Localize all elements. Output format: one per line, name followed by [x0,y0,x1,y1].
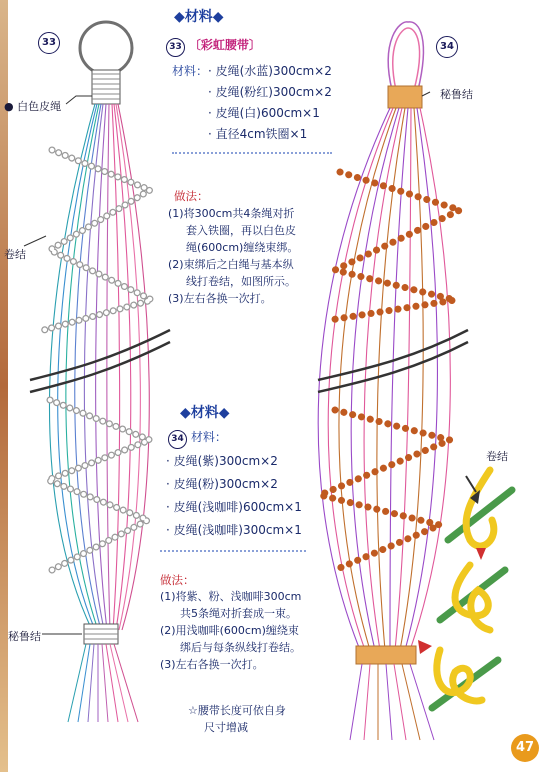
knot-step-3 [432,650,498,708]
belt-33-illustration [30,22,170,722]
arrow-icon [476,548,486,560]
section2-materials-label: 材料： [190,430,227,444]
section1-number: 33 [166,38,185,57]
section1-material-2: · 皮绳(粉红)300cm×2 [208,85,332,99]
label-secret-knot-right: 秘鲁结 [440,88,473,101]
section1-method-step-1c: 绳(600cm)缠绕束绑。 [186,241,299,254]
knot-step-1 [448,470,512,546]
section2-method-step-2b: 绑后与每条纵线打卷结。 [180,641,301,654]
label-clove-left: 卷结 [4,248,26,261]
section1-title-row [166,36,261,57]
pointer-secret-right [422,92,430,96]
section1-header-text: 材料 [184,9,213,25]
section2-header-text: 材料 [190,405,219,421]
section1-materials-label: 材料： [172,64,209,78]
section1-title: 〔彩虹腰带〕 [188,38,261,52]
label-secret-knot-left: 秘鲁结 [8,630,41,643]
section2-material-2: · 皮绳(粉)300cm×2 [166,477,278,491]
page-number: 47 [511,734,539,762]
section2-method-step-1b: 共5条绳对折套成一束。 [180,607,297,620]
section1-method-step-1b: 套入铁圈，再以白色皮 [186,224,296,237]
left-belt-tassel [68,644,138,722]
section2-material-1: · 皮绳(紫)300cm×2 [166,454,278,468]
brown-wrap-bottom [356,646,416,664]
section2-method-title: 做法： [160,573,195,587]
section1-method-title: 做法： [174,189,209,203]
section2-method-step-1a: (1)将紫、粉、浅咖啡300cm [160,590,302,603]
section1-method-step-2a: (2)束绑后之白绳与基本纵 [168,258,294,271]
section1-material-3: · 皮绳(白)600cm×1 [208,106,320,120]
brown-wrap-top [388,86,422,108]
arrow-icon [418,640,432,654]
section1-method-step-2b: 线打卷结，如图所示。 [186,275,296,288]
label-clove-right: 卷结 [486,450,508,463]
knot-step-2 [440,565,505,630]
note-line-2: 尺寸增减 [204,721,248,734]
divider-dotted [172,152,332,154]
section2-method-step-2a: (2)用浅咖啡(600cm)缠绕束 [160,624,299,637]
right-belt-tassel [350,664,434,740]
section1-method-step-3: (3)左右各换一次打。 [168,292,272,305]
pointer-white-cord [66,96,92,104]
section2-method-step-3: (3)左右各换一次打。 [160,658,264,671]
section1-method-step-1a: (1)将300cm共4条绳对折 [168,207,295,220]
section2-material-4: · 皮绳(浅咖啡)300cm×1 [166,523,302,537]
section2-title-row [168,428,227,449]
iron-ring [80,22,132,74]
label-white-cord: ● 白色皮绳 [4,100,62,113]
section2-header: ◆材料◆ [180,405,230,421]
pointer-clove-left [24,236,46,246]
note-line-1: ☆腰带长度可依自身 [188,704,286,717]
section1-material-1: · 皮绳(水蓝)300cm×2 [208,64,332,78]
section2-material-3: · 皮绳(浅咖啡)600cm×1 [166,500,302,514]
divider-dotted-2 [160,550,306,552]
figure-number-34: 34 [436,36,458,58]
clove-hitch-diagram [418,470,512,708]
section2-number: 34 [168,430,187,449]
belt-34-illustration [318,22,468,740]
label-white-cord-text: 白色皮绳 [17,100,62,113]
section1-material-4: · 直径4cm铁圈×1 [208,127,308,141]
figure-number-33: 33 [38,32,60,54]
section1-header: ◆材料◆ [174,9,224,25]
